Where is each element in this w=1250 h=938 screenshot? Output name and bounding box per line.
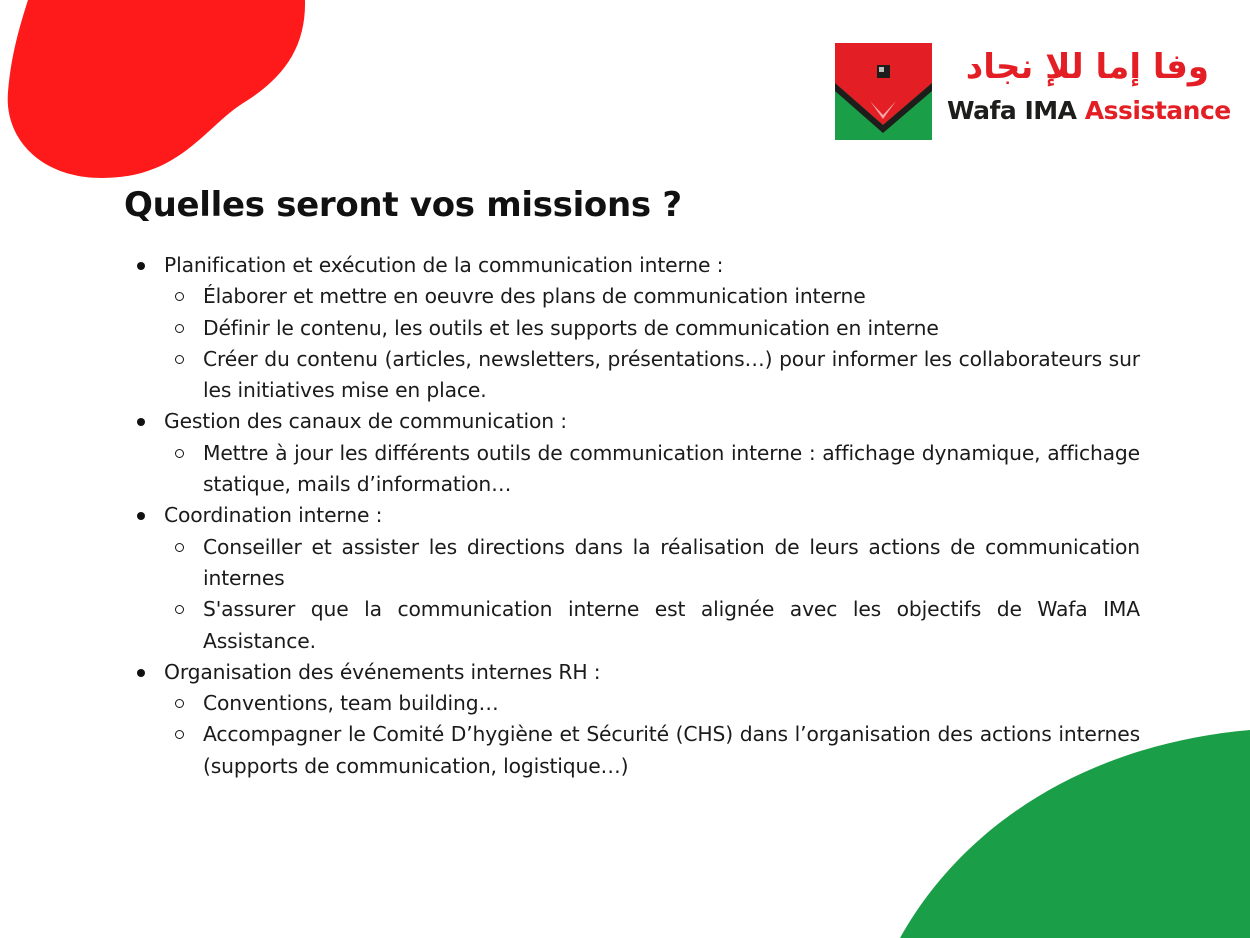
red-blob-shape xyxy=(8,0,305,178)
missions-list xyxy=(124,250,1140,782)
logo-arabic-text: وفا إما للإ نجاد xyxy=(965,47,1209,87)
logo-wafa-ima: Wafa IMA xyxy=(947,96,1077,125)
mission-section xyxy=(124,406,1140,500)
mission-section xyxy=(124,500,1140,656)
mission-section xyxy=(124,657,1140,782)
mission-item: Mettre à jour les différents outils de communication interne : affichage dynamique, affichage statique, mails d’information… xyxy=(164,438,1140,501)
mission-item: S'assurer que la communication interne est alignée avec les objectifs de Wafa IMA Assistance. xyxy=(164,594,1140,657)
mission-item: Conventions, team building… xyxy=(164,688,1140,719)
mission-item: Créer du contenu (articles, newsletters, présentations…) pour informer les collaborateurs sur les initiatives mise en place. xyxy=(164,344,1140,407)
mission-section xyxy=(124,250,1140,406)
logo-assistance: Assistance xyxy=(1084,96,1231,125)
section-heading: Organisation des événements internes RH : xyxy=(164,657,1140,688)
section-heading: Planification et exécution de la communication interne : xyxy=(164,250,1140,281)
mission-item: Élaborer et mettre en oeuvre des plans de communication interne xyxy=(164,281,1140,312)
mission-item: Conseiller et assister les directions dans la réalisation de leurs actions de communication internes xyxy=(164,532,1140,595)
mission-item: Accompagner le Comité D’hygiène et Sécurité (CHS) dans l’organisation des actions internes (supports de communication, logistique…) xyxy=(164,719,1140,782)
wafa-ima-logo xyxy=(835,43,1231,141)
page-title: Quelles seront vos missions ? xyxy=(124,185,682,225)
logo-latin-text xyxy=(947,95,1231,127)
section-heading: Gestion des canaux de communication : xyxy=(164,406,1140,437)
logo-emblem-icon xyxy=(835,43,932,140)
mission-item: Définir le contenu, les outils et les supports de communication en interne xyxy=(164,313,1140,344)
section-heading: Coordination interne : xyxy=(164,500,1140,531)
